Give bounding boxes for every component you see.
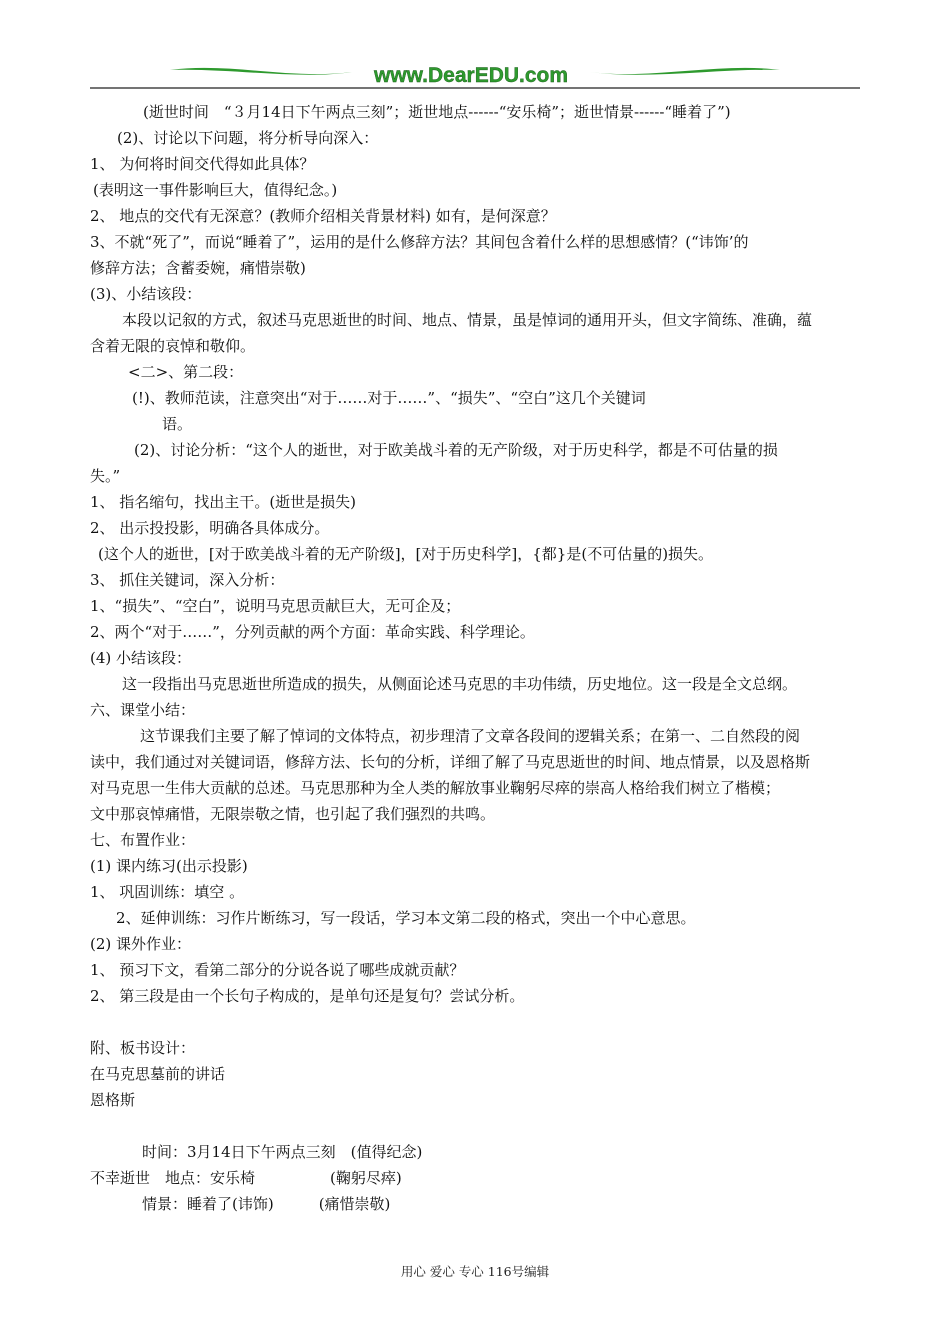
text-line: 3、不就“死了”，而说“睡着了”，运用的是什么修辞方法？其间包含着什么样的思想感情？(“讳饰’的 bbox=[90, 233, 749, 251]
text-line: <二>、第二段： bbox=[128, 363, 244, 381]
text-line: 1、“损失”、“空白”，说明马克思贡献巨大，无可企及； bbox=[90, 597, 461, 615]
text-line: (这个人的逝世，[对于欧美战斗着的无产阶级]，[对于历史科学]，{都}是(不可估量的)损失。 bbox=[98, 545, 714, 563]
text-line: 1、 为何将时间交代得如此具体？ bbox=[90, 155, 315, 173]
text-line: 1、 巩固训练：填空 。 bbox=[90, 883, 245, 901]
text-line: 2、 第三段是由一个长句子构成的，是单句还是复句？尝试分析。 bbox=[90, 987, 525, 1005]
text-line: 含着无限的哀悼和敬仰。 bbox=[90, 337, 256, 355]
text-line: (3)、小结该段： bbox=[90, 285, 202, 303]
text-line: 附、板书设计： bbox=[90, 1039, 196, 1057]
text-line: 在马克思墓前的讲话 bbox=[90, 1065, 226, 1083]
text-line: 1、 指名缩句，找出主干。(逝世是损失) bbox=[90, 493, 357, 511]
text-line: 修辞方法；含蓄委婉，痛惜崇敬) bbox=[90, 259, 306, 277]
text-line: 恩格斯 bbox=[90, 1091, 136, 1109]
text-line: 不幸逝世 地点：安乐椅 (鞠躬尽瘁) bbox=[90, 1169, 402, 1187]
text-line: 文中那哀悼痛惜，无限崇敬之情，也引起了我们强烈的共鸣。 bbox=[90, 805, 496, 823]
text-line: 读中，我们通过对关键词语，修辞方法、长句的分析，详细了解了马克思逝世的时间、地点情景，以及恩格斯 bbox=[90, 753, 811, 771]
text-line: (4) 小结该段： bbox=[90, 649, 192, 667]
text-line: 失。” bbox=[90, 467, 121, 485]
site-header-banner bbox=[90, 58, 860, 94]
text-line: (1) 课内练习(出示投影) bbox=[90, 857, 248, 875]
text-line: 2、两个“对于……”，分列贡献的两个方面：革命实践、科学理论。 bbox=[90, 623, 535, 641]
text-line: 1、 预习下文，看第二部分的分说各说了哪些成就贡献？ bbox=[90, 961, 465, 979]
text-line: 本段以记叙的方式，叙述马克思逝世的时间、地点、情景，虽是悼词的通用开头，但文字简练、准确，蕴 bbox=[122, 311, 813, 329]
text-line: 六、课堂小结： bbox=[90, 701, 196, 719]
text-line: (表明这一事件影响巨大，值得纪念。) bbox=[93, 181, 338, 199]
text-line: 2、 出示投投影，明确各具体成分。 bbox=[90, 519, 330, 537]
text-line: 七、布置作业： bbox=[90, 831, 196, 849]
text-line: (2) 课外作业： bbox=[90, 935, 192, 953]
page-footer: 用心 爱心 专心 116号编辑 bbox=[400, 1264, 550, 1279]
text-line: 对马克思一生伟大贡献的总述。马克思那种为全人类的解放事业鞠躬尽瘁的崇高人格给我们树立了楷模； bbox=[90, 779, 781, 797]
text-line: 2、 地点的交代有无深意？(教师介绍相关背景材料) 如有，是何深意？ bbox=[90, 207, 556, 225]
text-line: 这一段指出马克思逝世所造成的损失，从侧面论述马克思的丰功伟绩，历史地位。这一段是全文总纲。 bbox=[122, 675, 798, 693]
text-line: (2)、讨论以下问题，将分析导向深入： bbox=[117, 129, 379, 147]
text-line: 2、延伸训练：习作片断练习，写一段话，学习本文第二段的格式，突出一个中心意思。 bbox=[116, 909, 696, 927]
text-line: 3、 抓住关键词，深入分析： bbox=[90, 571, 285, 589]
site-logo-text: www.DearEDU.com bbox=[373, 64, 569, 87]
text-line: (逝世时间 “３月14日下午两点三刻”；逝世地点------“安乐椅”；逝世情景------“睡着了”) bbox=[143, 103, 731, 121]
text-line: 时间：3月14日下午两点三刻 (值得纪念) bbox=[142, 1143, 423, 1161]
text-line: 这节课我们主要了解了悼词的文体特点，初步理清了文章各段间的逻辑关系；在第一、二自然段的阅 bbox=[140, 727, 801, 745]
header-logo bbox=[90, 58, 860, 94]
text-line: (!)、教师范读，注意突出“对于……对于……”、“损失”、“空白”这几个关键词 bbox=[132, 389, 646, 407]
text-line: 语。 bbox=[162, 415, 193, 433]
text-line: (2)、讨论分析：“这个人的逝世，对于欧美战斗着的无产阶级，对于历史科学，都是不可估量的损 bbox=[134, 441, 778, 459]
text-line: 情景：睡着了(讳饰) (痛惜崇敬) bbox=[142, 1195, 391, 1213]
